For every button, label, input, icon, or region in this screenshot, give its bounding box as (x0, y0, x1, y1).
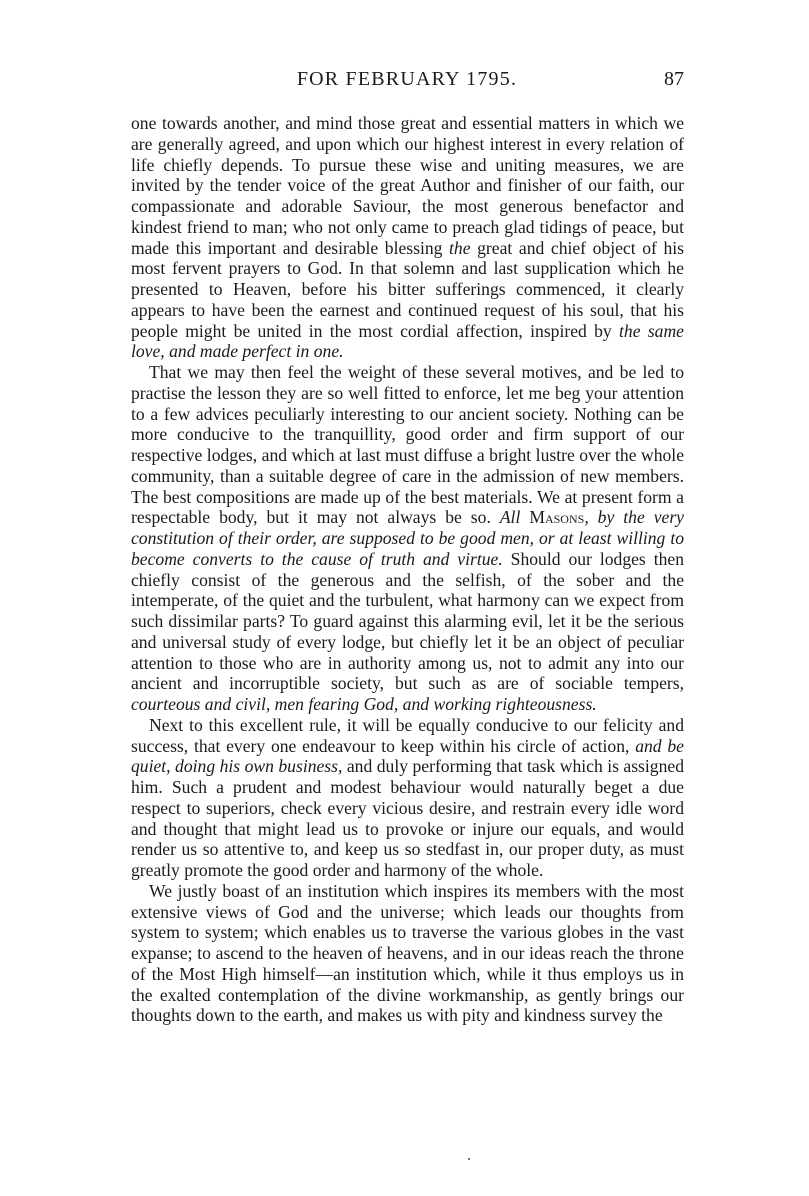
page-number: 87 (664, 68, 684, 90)
paragraph-1 (131, 113, 684, 362)
paragraph-1-text-b: great and chief object of his most fervent prayers to God. In that solemn and last supplication which he presented to Heaven, before his bitter sufferings commenced, it clearly appears to have been the earnest and continued request of his soul, that his people might be united in the most cordial affection, inspired by (131, 237, 684, 341)
paragraph-2 (131, 362, 684, 715)
paragraph-2-text-b: Should our lodges then chiefly consist of the generous and the selfish, of the sober and the intemperate, of the quiet and the turbulent, what harmony can we expect from such dissimilar parts? To guard against this alarming evil, let it be the serious and universal study of every lodge, but chiefly let it be an object of peculiar attention to those who are in authority among us, not to admit any into our ancient and incorruptible society, but such as are of sociable tempers, (131, 548, 684, 694)
paragraph-2-masons: Masons (529, 507, 585, 528)
paragraph-1-text-a: one towards another, and mind those great and essential matters in which we are generally agreed, and upon which our highest interest in every relation of life chiefly depends. To pursue these wise and uniting measures, we are invited by the tender voice of the great Author and finisher of our faith, our compassionate and adorable Saviour, the most generous benefactor and kindest friend to man; who not only came to preach glad tidings of peace, but made this important and desirable blessing (131, 113, 684, 258)
paragraph-2-text-a: That we may then feel the weight of these several motives, and be led to practise the lesson they are so well fitted to enforce, let me beg your attention to a few advices peculiarly interesting to our ancient society. Nothing can be more conducive to the tranquillity, good order and firm support of our respective lodges, and which at last must diffuse a bright lustre over the whole community, than a suitable degree of care in the admission of new members. The best compositions are made up of the best materials. We at present form a respectable body, but it may not always be so. (131, 362, 684, 528)
paragraph-3-text-a: Next to this excellent rule, it will be equally conducive to our felicity and success, that every one endeavour to keep within his circle of action, (131, 714, 684, 756)
paragraph-1-italic-b: the same love, and made perfect in one. (131, 320, 684, 362)
paragraph-3 (131, 715, 684, 881)
paragraph-4 (131, 881, 684, 1026)
paragraph-1-italic-a: the (449, 237, 471, 258)
paragraph-4-text-a: We justly boast of an institution which inspires its members with the most extensive views of God and the universe; which leads our thoughts from system to system; which enables us to traverse the various globes in the vast expanse; to ascend to the heaven of heavens, and in our ideas reach the throne of the Most High himself—an institution which, while it thus employs us in the exalted contemplation of the divine workmanship, as gently brings our thoughts down to the earth, and makes us with pity and kindness survey the (131, 880, 684, 1026)
paragraph-2-italic-a: , by the very constitution of their order, are supposed to be good men, or at least willing to become converts to the cause of truth and virtue. (131, 507, 684, 569)
ink-speck (468, 1158, 470, 1160)
paragraph-2-italic-all: All (499, 507, 521, 528)
paragraph-3-text-b: and duly performing that task which is assigned him. Such a prudent and modest behaviour would naturally beget a due respect to superiors, check every vicious desire, and restrain every idle word and thought that might lead us to provoke or injure our equals, and would render us so attentive to, and keep us so stedfast in, our proper duty, as must greatly promote the good order and harmony of the whole. (131, 756, 684, 880)
running-head (130, 68, 684, 98)
paragraph-2-italic-b: courteous and civil, men fearing God, and working righteousness. (131, 694, 597, 714)
paragraph-3-italic-a: and be quiet, doing his own business, (131, 735, 684, 777)
running-title: FOR FEBRUARY 1795. (296, 68, 518, 90)
body-text (131, 113, 684, 1026)
